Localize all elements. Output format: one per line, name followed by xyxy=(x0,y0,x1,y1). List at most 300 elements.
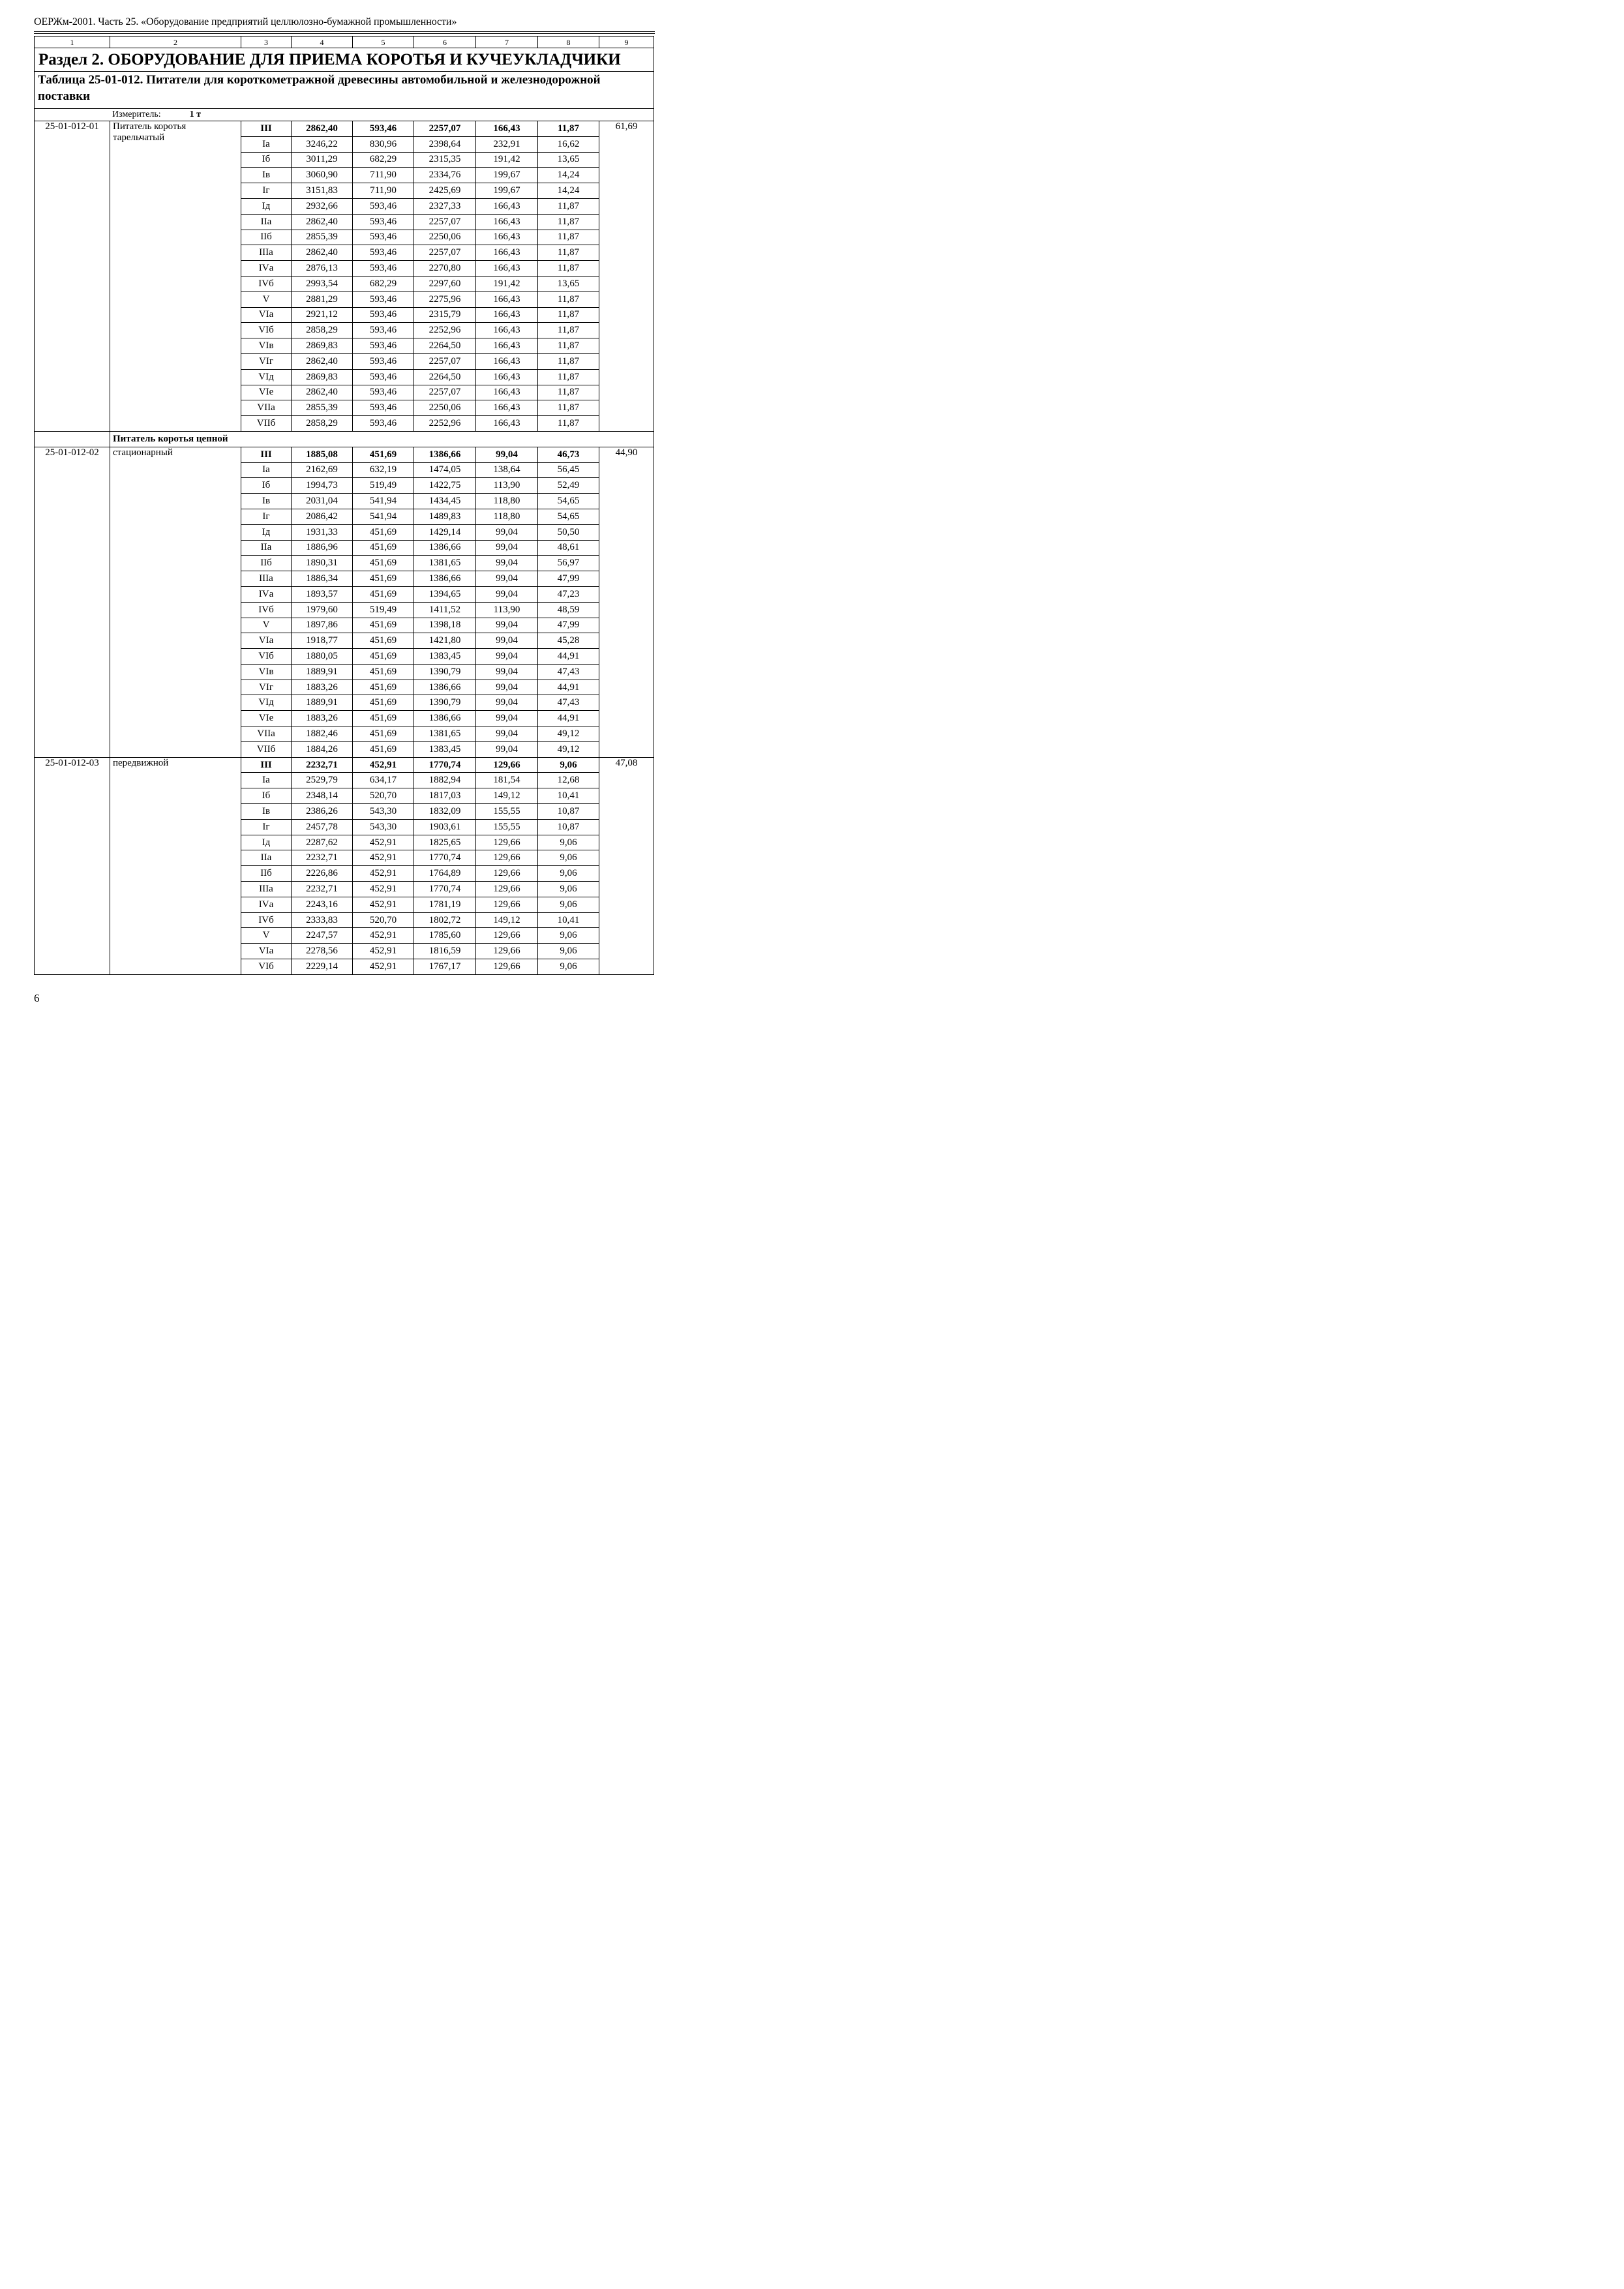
value-cell: 711,90 xyxy=(353,183,414,199)
zone-code: VIа xyxy=(241,944,292,959)
value-cell: 593,46 xyxy=(353,369,414,385)
zone-code: Iв xyxy=(241,168,292,183)
zone-code: III xyxy=(241,447,292,462)
value-cell: 2252,96 xyxy=(414,323,476,338)
value-cell: 2386,26 xyxy=(292,804,353,820)
value-cell: 2257,07 xyxy=(414,214,476,230)
value-cell: 11,87 xyxy=(538,230,599,245)
value-cell: 520,70 xyxy=(353,788,414,804)
value-cell: 1897,86 xyxy=(292,618,353,633)
table-row xyxy=(35,447,654,462)
value-cell: 99,04 xyxy=(476,447,538,462)
value-cell: 166,43 xyxy=(476,198,538,214)
value-cell: 9,06 xyxy=(538,928,599,944)
value-cell: 1880,05 xyxy=(292,649,353,665)
value-cell: 2229,14 xyxy=(292,959,353,975)
value-cell: 9,06 xyxy=(538,897,599,912)
value-cell: 2334,76 xyxy=(414,168,476,183)
value-cell: 3060,90 xyxy=(292,168,353,183)
value-cell: 1882,46 xyxy=(292,726,353,742)
value-cell: 1886,96 xyxy=(292,540,353,556)
value-cell: 199,67 xyxy=(476,183,538,199)
unit-row xyxy=(35,109,654,121)
table-title-row xyxy=(35,72,654,109)
value-cell: 451,69 xyxy=(353,447,414,462)
value-cell: 99,04 xyxy=(476,618,538,633)
value-cell: 543,30 xyxy=(353,804,414,820)
value-cell: 14,24 xyxy=(538,183,599,199)
zone-code: Iа xyxy=(241,136,292,152)
value-cell: 451,69 xyxy=(353,556,414,571)
value-cell: 2278,56 xyxy=(292,944,353,959)
value-cell: 11,87 xyxy=(538,121,599,137)
value-cell: 632,19 xyxy=(353,462,414,478)
value-cell: 1390,79 xyxy=(414,664,476,680)
value-cell: 166,43 xyxy=(476,385,538,400)
value-cell: 2327,33 xyxy=(414,198,476,214)
column-number: 8 xyxy=(538,37,599,48)
table-row xyxy=(35,757,654,773)
value-cell: 99,04 xyxy=(476,633,538,649)
zone-code: IIа xyxy=(241,214,292,230)
value-cell: 682,29 xyxy=(353,276,414,292)
item-code: 25-01-012-02 xyxy=(35,447,110,757)
value-cell: 2921,12 xyxy=(292,307,353,323)
value-cell: 48,59 xyxy=(538,602,599,618)
value-cell: 830,96 xyxy=(353,136,414,152)
value-cell: 451,69 xyxy=(353,711,414,726)
zone-code: IVа xyxy=(241,261,292,277)
value-cell: 11,87 xyxy=(538,261,599,277)
value-cell: 9,06 xyxy=(538,959,599,975)
value-cell: 2876,13 xyxy=(292,261,353,277)
value-cell: 49,12 xyxy=(538,741,599,757)
value-cell: 1890,31 xyxy=(292,556,353,571)
value-cell: 593,46 xyxy=(353,416,414,432)
value-cell: 452,91 xyxy=(353,944,414,959)
value-cell: 46,73 xyxy=(538,447,599,462)
zone-code: Iб xyxy=(241,152,292,168)
value-cell: 541,94 xyxy=(353,509,414,524)
value-cell: 2257,07 xyxy=(414,245,476,261)
value-cell: 47,43 xyxy=(538,695,599,711)
column-number-row xyxy=(35,37,654,48)
zone-code: VIе xyxy=(241,385,292,400)
value-cell: 9,06 xyxy=(538,882,599,897)
value-cell: 451,69 xyxy=(353,571,414,587)
zone-code: Iа xyxy=(241,462,292,478)
value-cell: 2252,96 xyxy=(414,416,476,432)
value-cell: 593,46 xyxy=(353,245,414,261)
zone-code: IIб xyxy=(241,556,292,571)
value-cell: 129,66 xyxy=(476,944,538,959)
section-title-row xyxy=(35,48,654,72)
value-cell: 3151,83 xyxy=(292,183,353,199)
value-cell: 451,69 xyxy=(353,695,414,711)
value-cell: 1398,18 xyxy=(414,618,476,633)
value-cell: 1386,66 xyxy=(414,680,476,695)
value-cell: 451,69 xyxy=(353,649,414,665)
zone-code: IIб xyxy=(241,230,292,245)
value-cell: 166,43 xyxy=(476,416,538,432)
value-cell: 2858,29 xyxy=(292,323,353,338)
value-cell: 2881,29 xyxy=(292,292,353,307)
value-cell: 519,49 xyxy=(353,602,414,618)
value-cell: 2333,83 xyxy=(292,912,353,928)
value-cell: 2275,96 xyxy=(414,292,476,307)
zone-code: IIIа xyxy=(241,571,292,587)
value-cell: 3011,29 xyxy=(292,152,353,168)
value-cell: 1886,34 xyxy=(292,571,353,587)
value-cell: 2247,57 xyxy=(292,928,353,944)
value-cell: 682,29 xyxy=(353,152,414,168)
value-cell: 593,46 xyxy=(353,261,414,277)
value-cell: 10,87 xyxy=(538,804,599,820)
value-cell: 11,87 xyxy=(538,323,599,338)
value-cell: 2529,79 xyxy=(292,773,353,788)
value-cell: 2031,04 xyxy=(292,494,353,509)
value-cell: 166,43 xyxy=(476,261,538,277)
value-cell: 1421,80 xyxy=(414,633,476,649)
item-col9-value: 44,90 xyxy=(599,447,654,757)
value-cell: 2257,07 xyxy=(414,121,476,137)
value-cell: 129,66 xyxy=(476,835,538,850)
value-cell: 451,69 xyxy=(353,540,414,556)
value-cell: 1781,19 xyxy=(414,897,476,912)
value-cell: 1882,94 xyxy=(414,773,476,788)
value-cell: 452,91 xyxy=(353,882,414,897)
value-cell: 155,55 xyxy=(476,819,538,835)
value-cell: 2858,29 xyxy=(292,416,353,432)
value-cell: 1832,09 xyxy=(414,804,476,820)
zone-code: Iд xyxy=(241,835,292,850)
value-cell: 166,43 xyxy=(476,121,538,137)
zone-code: V xyxy=(241,928,292,944)
value-cell: 99,04 xyxy=(476,741,538,757)
value-cell: 1386,66 xyxy=(414,540,476,556)
value-cell: 47,99 xyxy=(538,571,599,587)
value-cell: 593,46 xyxy=(353,338,414,354)
value-cell: 2862,40 xyxy=(292,385,353,400)
value-cell: 191,42 xyxy=(476,152,538,168)
value-cell: 1386,66 xyxy=(414,447,476,462)
value-cell: 155,55 xyxy=(476,804,538,820)
zone-code: Iд xyxy=(241,524,292,540)
value-cell: 10,41 xyxy=(538,912,599,928)
header-divider-secondary xyxy=(34,33,655,34)
zone-code: Iг xyxy=(241,819,292,835)
value-cell: 451,69 xyxy=(353,726,414,742)
value-cell: 11,87 xyxy=(538,353,599,369)
value-cell: 2257,07 xyxy=(414,385,476,400)
zone-code: IVб xyxy=(241,912,292,928)
value-cell: 1994,73 xyxy=(292,478,353,494)
column-number: 1 xyxy=(35,37,110,48)
value-cell: 1903,61 xyxy=(414,819,476,835)
value-cell: 1381,65 xyxy=(414,726,476,742)
value-cell: 129,66 xyxy=(476,882,538,897)
unit-cell xyxy=(35,109,654,121)
value-cell: 1889,91 xyxy=(292,695,353,711)
value-cell: 166,43 xyxy=(476,400,538,416)
value-cell: 593,46 xyxy=(353,400,414,416)
value-cell: 2250,06 xyxy=(414,230,476,245)
value-cell: 1386,66 xyxy=(414,571,476,587)
value-cell: 52,49 xyxy=(538,478,599,494)
value-cell: 14,24 xyxy=(538,168,599,183)
zone-code: VIб xyxy=(241,323,292,338)
header-divider xyxy=(34,31,655,32)
value-cell: 593,46 xyxy=(353,230,414,245)
zone-code: VIв xyxy=(241,338,292,354)
value-cell: 452,91 xyxy=(353,959,414,975)
zone-code: V xyxy=(241,618,292,633)
value-cell: 129,66 xyxy=(476,757,538,773)
value-cell: 543,30 xyxy=(353,819,414,835)
item-col9-value: 47,08 xyxy=(599,757,654,974)
value-cell: 2086,42 xyxy=(292,509,353,524)
zone-code: IIб xyxy=(241,866,292,882)
value-cell: 16,62 xyxy=(538,136,599,152)
value-cell: 11,87 xyxy=(538,198,599,214)
value-cell: 452,91 xyxy=(353,850,414,866)
zone-code: Iб xyxy=(241,788,292,804)
value-cell: 47,43 xyxy=(538,664,599,680)
value-cell: 2315,79 xyxy=(414,307,476,323)
value-cell: 2862,40 xyxy=(292,214,353,230)
value-cell: 12,68 xyxy=(538,773,599,788)
zone-code: VIг xyxy=(241,680,292,695)
value-cell: 129,66 xyxy=(476,897,538,912)
zone-code: IVа xyxy=(241,586,292,602)
value-cell: 181,54 xyxy=(476,773,538,788)
page-header-title: ОЕРЖм-2001. Часть 25. «Оборудование предприятий целлюлозно-бумажной промышленности» xyxy=(34,16,457,27)
zone-code: VIIа xyxy=(241,726,292,742)
zone-code: Iа xyxy=(241,773,292,788)
value-cell: 2869,83 xyxy=(292,338,353,354)
zone-code: Iг xyxy=(241,509,292,524)
value-cell: 452,91 xyxy=(353,897,414,912)
value-cell: 634,17 xyxy=(353,773,414,788)
value-cell: 2297,60 xyxy=(414,276,476,292)
item-name: стационарный xyxy=(110,447,241,757)
value-cell: 99,04 xyxy=(476,711,538,726)
value-cell: 2425,69 xyxy=(414,183,476,199)
zone-code: VIа xyxy=(241,307,292,323)
value-cell: 1383,45 xyxy=(414,649,476,665)
value-cell: 1770,74 xyxy=(414,850,476,866)
value-cell: 1429,14 xyxy=(414,524,476,540)
value-cell: 1767,17 xyxy=(414,959,476,975)
value-cell: 520,70 xyxy=(353,912,414,928)
value-cell: 2232,71 xyxy=(292,882,353,897)
value-cell: 44,91 xyxy=(538,711,599,726)
value-cell: 1889,91 xyxy=(292,664,353,680)
value-cell: 166,43 xyxy=(476,353,538,369)
zone-code: Iб xyxy=(241,478,292,494)
empty-cell xyxy=(35,431,110,447)
value-cell: 9,06 xyxy=(538,835,599,850)
value-cell: 166,43 xyxy=(476,292,538,307)
value-cell: 1381,65 xyxy=(414,556,476,571)
value-cell: 48,61 xyxy=(538,540,599,556)
value-cell: 11,87 xyxy=(538,338,599,354)
value-cell: 99,04 xyxy=(476,540,538,556)
value-cell: 2993,54 xyxy=(292,276,353,292)
value-cell: 451,69 xyxy=(353,524,414,540)
value-cell: 166,43 xyxy=(476,338,538,354)
value-cell: 129,66 xyxy=(476,928,538,944)
value-cell: 45,28 xyxy=(538,633,599,649)
value-cell: 54,65 xyxy=(538,494,599,509)
value-cell: 1386,66 xyxy=(414,711,476,726)
value-cell: 11,87 xyxy=(538,400,599,416)
column-number: 2 xyxy=(110,37,241,48)
section-title: Раздел 2. ОБОРУДОВАНИЕ ДЛЯ ПРИЕМА КОРОТЬЯ И КУЧЕУКЛАДЧИКИ xyxy=(35,48,654,72)
column-number: 3 xyxy=(241,37,292,48)
zone-code: VIв xyxy=(241,664,292,680)
value-cell: 129,66 xyxy=(476,959,538,975)
value-cell: 9,06 xyxy=(538,866,599,882)
rates-table xyxy=(34,36,654,975)
value-cell: 44,91 xyxy=(538,649,599,665)
value-cell: 113,90 xyxy=(476,602,538,618)
value-cell: 2226,86 xyxy=(292,866,353,882)
value-cell: 1390,79 xyxy=(414,695,476,711)
value-cell: 2855,39 xyxy=(292,400,353,416)
value-cell: 1883,26 xyxy=(292,680,353,695)
item-name: Питатель коротья тарельчатый xyxy=(110,121,241,432)
zone-code: VIб xyxy=(241,959,292,975)
zone-code: VIб xyxy=(241,649,292,665)
value-cell: 99,04 xyxy=(476,524,538,540)
zone-code: V xyxy=(241,292,292,307)
value-cell: 1434,45 xyxy=(414,494,476,509)
value-cell: 593,46 xyxy=(353,353,414,369)
zone-code: Iв xyxy=(241,804,292,820)
zone-code: VIд xyxy=(241,695,292,711)
value-cell: 1825,65 xyxy=(414,835,476,850)
zone-code: IVа xyxy=(241,897,292,912)
value-cell: 99,04 xyxy=(476,586,538,602)
value-cell: 99,04 xyxy=(476,571,538,587)
value-cell: 99,04 xyxy=(476,664,538,680)
value-cell: 2232,71 xyxy=(292,757,353,773)
value-cell: 13,65 xyxy=(538,276,599,292)
item-name: передвижной xyxy=(110,757,241,974)
value-cell: 138,64 xyxy=(476,462,538,478)
column-number: 6 xyxy=(414,37,476,48)
zone-code: IVб xyxy=(241,276,292,292)
value-cell: 451,69 xyxy=(353,586,414,602)
value-cell: 11,87 xyxy=(538,292,599,307)
value-cell: 2287,62 xyxy=(292,835,353,850)
value-cell: 166,43 xyxy=(476,245,538,261)
value-cell: 2232,71 xyxy=(292,850,353,866)
value-cell: 56,45 xyxy=(538,462,599,478)
value-cell: 2264,50 xyxy=(414,369,476,385)
zone-code: VIIа xyxy=(241,400,292,416)
value-cell: 11,87 xyxy=(538,385,599,400)
table-row xyxy=(35,121,654,137)
value-cell: 1422,75 xyxy=(414,478,476,494)
table-title: Таблица 25-01-012. Питатели для короткометражной древесины автомобильной и железнодорожной поставки xyxy=(35,72,654,109)
value-cell: 47,99 xyxy=(538,618,599,633)
item-code: 25-01-012-01 xyxy=(35,121,110,432)
value-cell: 1883,26 xyxy=(292,711,353,726)
value-cell: 2862,40 xyxy=(292,245,353,261)
value-cell: 232,91 xyxy=(476,136,538,152)
zone-code: IVб xyxy=(241,602,292,618)
value-cell: 1489,83 xyxy=(414,509,476,524)
value-cell: 3246,22 xyxy=(292,136,353,152)
value-cell: 452,91 xyxy=(353,757,414,773)
value-cell: 11,87 xyxy=(538,416,599,432)
zone-code: IIIа xyxy=(241,882,292,897)
value-cell: 99,04 xyxy=(476,695,538,711)
value-cell: 166,43 xyxy=(476,307,538,323)
value-cell: 2862,40 xyxy=(292,121,353,137)
zone-code: Iг xyxy=(241,183,292,199)
value-cell: 56,97 xyxy=(538,556,599,571)
group-heading: Питатель коротья цепной xyxy=(110,431,654,447)
value-cell: 593,46 xyxy=(353,214,414,230)
value-cell: 10,87 xyxy=(538,819,599,835)
value-cell: 593,46 xyxy=(353,385,414,400)
value-cell: 1770,74 xyxy=(414,757,476,773)
value-cell: 2348,14 xyxy=(292,788,353,804)
value-cell: 1816,59 xyxy=(414,944,476,959)
value-cell: 1411,52 xyxy=(414,602,476,618)
column-number: 9 xyxy=(599,37,654,48)
value-cell: 1764,89 xyxy=(414,866,476,882)
value-cell: 50,50 xyxy=(538,524,599,540)
value-cell: 13,65 xyxy=(538,152,599,168)
column-number: 5 xyxy=(353,37,414,48)
value-cell: 451,69 xyxy=(353,664,414,680)
zone-code: VIд xyxy=(241,369,292,385)
value-cell: 2315,35 xyxy=(414,152,476,168)
value-cell: 1770,74 xyxy=(414,882,476,897)
unit-label: Измеритель: xyxy=(112,110,161,119)
value-cell: 541,94 xyxy=(353,494,414,509)
zone-code: III xyxy=(241,121,292,137)
value-cell: 2457,78 xyxy=(292,819,353,835)
value-cell: 593,46 xyxy=(353,307,414,323)
item-code: 25-01-012-03 xyxy=(35,757,110,974)
value-cell: 2869,83 xyxy=(292,369,353,385)
value-cell: 99,04 xyxy=(476,680,538,695)
value-cell: 9,06 xyxy=(538,757,599,773)
value-cell: 451,69 xyxy=(353,680,414,695)
value-cell: 2257,07 xyxy=(414,353,476,369)
zone-code: Iд xyxy=(241,198,292,214)
item-col9-value: 61,69 xyxy=(599,121,654,432)
value-cell: 452,91 xyxy=(353,835,414,850)
value-cell: 166,43 xyxy=(476,369,538,385)
value-cell: 99,04 xyxy=(476,649,538,665)
value-cell: 118,80 xyxy=(476,509,538,524)
rates-table-body xyxy=(35,37,654,975)
value-cell: 451,69 xyxy=(353,633,414,649)
value-cell: 2398,64 xyxy=(414,136,476,152)
value-cell: 10,41 xyxy=(538,788,599,804)
value-cell: 2270,80 xyxy=(414,261,476,277)
value-cell: 593,46 xyxy=(353,198,414,214)
value-cell: 1918,77 xyxy=(292,633,353,649)
value-cell: 9,06 xyxy=(538,944,599,959)
column-number: 7 xyxy=(476,37,538,48)
